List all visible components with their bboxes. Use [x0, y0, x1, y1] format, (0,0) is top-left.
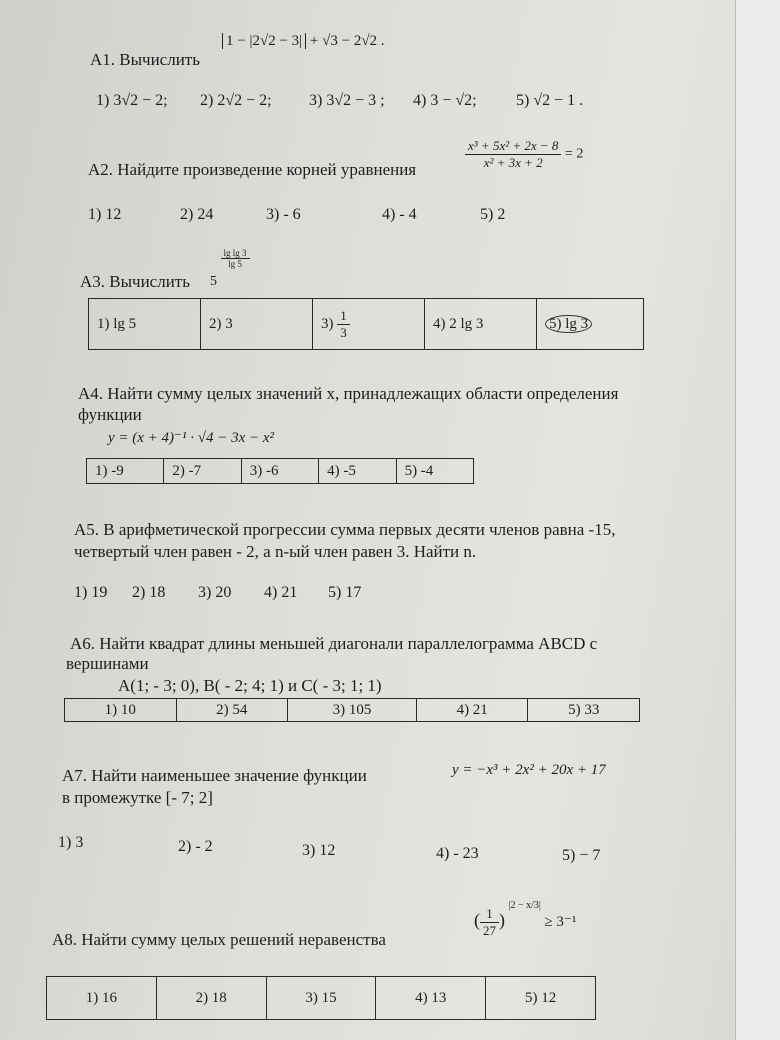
a4-answer-5: 5) -4 — [396, 459, 473, 484]
a7-answer-2: 2) - 2 — [178, 838, 213, 855]
a7-question-line1: А7. Найти наименьшее значение функции — [62, 766, 367, 785]
a8-answer-5: 5) 12 — [486, 977, 596, 1020]
a4-function: y = (x + 4)⁻¹ · √4 − 3x − x² — [108, 430, 275, 446]
a4-answer-3: 3) -6 — [241, 459, 318, 484]
a1-answer-4: 4) 3 − √2; — [413, 92, 477, 109]
a4-question-line1: А4. Найти сумму целых значений x, принадлежащих области определения — [78, 384, 619, 403]
a2-answer-3: 3) - 6 — [266, 206, 301, 223]
a3-answer-3: 3) — [321, 315, 334, 332]
a2-answer-1: 1) 12 — [88, 206, 122, 223]
a3-frac-numerator: 1 — [337, 308, 350, 325]
a6-answer-table — [64, 698, 640, 722]
a2-answer-2: 2) 24 — [180, 206, 214, 223]
a3-question: А3. Вычислить — [80, 272, 190, 291]
a6-answer-4: 4) 21 — [416, 699, 528, 722]
a1-question: А1. Вычислить — [90, 50, 200, 69]
a8-exponent: |2 − x/3| — [508, 900, 541, 911]
a1-plus-expr: + √3 − 2√2 . — [309, 33, 385, 49]
a8-answer-3: 3) 15 — [266, 977, 376, 1020]
a7-answer-4: 4) - 23 — [436, 845, 479, 862]
a5-answer-4: 4) 21 — [264, 584, 298, 601]
a1-answer-2: 2) 2√2 − 2; — [200, 92, 272, 109]
a2-answer-4: 4) - 4 — [382, 206, 417, 223]
a7-question-line2: в промежутке [- 7; 2] — [62, 788, 213, 807]
a8-base-denominator: 27 — [483, 923, 496, 939]
a3-frac-denominator: 3 — [340, 324, 347, 340]
a6-answer-3: 3) 105 — [288, 699, 417, 722]
a3-answer-5: 5) lg 3 — [545, 315, 592, 333]
a5-answer-3: 3) 20 — [198, 584, 232, 601]
a2-numerator: x³ + 5x² + 2x − 8 — [465, 138, 561, 155]
a8-question: А8. Найти сумму целых решений неравенства — [52, 930, 386, 949]
a4-question-line2: функции — [78, 405, 142, 424]
a1-answer-1: 1) 3√2 − 2; — [96, 92, 168, 109]
a8-answer-2: 2) 18 — [156, 977, 266, 1020]
a5-answer-2: 2) 18 — [132, 584, 166, 601]
a4-answer-1: 1) -9 — [87, 459, 164, 484]
a4-answer-table — [86, 458, 474, 484]
a3-base: 5 — [210, 274, 217, 289]
a6-answer-1: 1) 10 — [65, 699, 177, 722]
paper-edge — [735, 0, 780, 1040]
a8-inequality: ( $\frac{1}{27}$ ) $^{|2 - x/3|}$ ≥ 3⁻¹ — [474, 900, 577, 939]
a8-answer-4: 4) 13 — [376, 977, 486, 1020]
a5-answer-5: 5) 17 — [328, 584, 362, 601]
a2-answer-5: 5) 2 — [480, 206, 506, 223]
a3-answer-4: 4) 2 lg 3 — [425, 299, 537, 350]
a2-question: А2. Найдите произведение корней уравнения — [88, 160, 417, 179]
a4-answer-2: 2) -7 — [164, 459, 241, 484]
a1-expression — [222, 33, 385, 50]
a2-equation — [465, 138, 583, 171]
a3-expression — [210, 248, 250, 290]
a6-answer-5: 5) 33 — [528, 699, 640, 722]
a7-function: y = −x³ + 2x² + 20x + 17 — [452, 762, 606, 778]
a3-answer-1: 1) lg 5 — [89, 299, 201, 350]
a3-answer-2: 2) 3 — [201, 299, 313, 350]
a8-rhs: ≥ 3⁻¹ — [544, 914, 577, 930]
a3-answer-table — [88, 298, 644, 350]
a5-answer-1: 1) 19 — [74, 584, 108, 601]
a3-answer-3-cell — [313, 299, 425, 350]
a5-question-line1: А5. В арифметической прогрессии сумма первых десяти членов равна -15, — [74, 520, 616, 539]
a8-answer-table — [46, 976, 596, 1020]
a6-answer-2: 2) 54 — [176, 699, 288, 722]
a3-answer-5-cell — [537, 299, 644, 350]
a1-answer-3: 3) 3√2 − 3 ; — [309, 92, 385, 109]
a7-answer-1: 1) 3 — [58, 834, 84, 851]
a7-answer-3: 3) 12 — [302, 842, 336, 859]
a1-abs-expr: 1 − |2√2 − 3| — [222, 33, 306, 49]
a2-denominator: x² + 3x + 2 — [483, 155, 543, 170]
a8-base-numerator: 1 — [480, 906, 499, 923]
a3-exp-denominator: lg 5 — [228, 259, 242, 269]
a5-question-line2: четвертый член равен - 2, а n-ый член равен 3. Найти n. — [74, 542, 477, 561]
a4-answer-4: 4) -5 — [319, 459, 396, 484]
a2-rhs: = 2 — [564, 146, 584, 162]
a7-answer-5: 5) − 7 — [562, 847, 601, 864]
a6-question-line1: А6. Найти квадрат длины меньшей диагонали параллелограмма ABCD с — [70, 634, 598, 653]
a6-vertices: A(1; - 3; 0), B( - 2; 4; 1) и C( - 3; 1; 1) — [118, 676, 382, 695]
a1-answer-5: 5) √2 − 1 . — [516, 92, 584, 109]
a6-question-line2: вершинами — [66, 654, 149, 673]
a3-exp-numerator: lg lg 3 — [221, 248, 250, 259]
a8-answer-1: 1) 16 — [47, 977, 157, 1020]
